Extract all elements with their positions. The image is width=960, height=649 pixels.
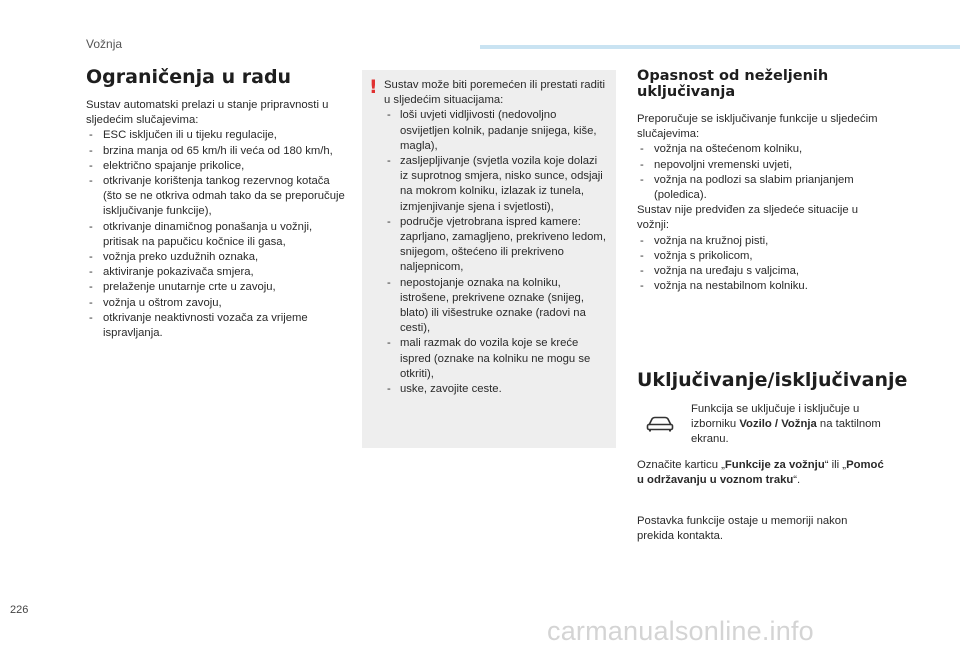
warning-intro: Sustav može biti poremećen ili prestati raditi u sljedećim situacijama: (384, 79, 606, 107)
list-item: - područje vjetrobrana ispred kamere: zaprljano, zamagljeno, prekriveno ledom, snijegom, oštećeno ili prekriveno naljepnicom, (384, 215, 608, 276)
watermark: carmanualsonline.info (547, 616, 814, 646)
list-item: - mali razmak do vozila koje se kreće ispred (oznake na kolniku ne mogu se otkriti), (384, 336, 608, 382)
menu-note-suffix: na taktilnom ekranu. (691, 418, 881, 446)
list-item: - vožnja u oštrom zavoju, (86, 296, 350, 311)
list-item: - vožnja na kružnoj pisti, (637, 234, 887, 249)
list-item: - uske, zavojite ceste. (384, 382, 608, 397)
list-item: - otkrivanje dinamičnog ponašanja u vožnji, pritisak na papučicu kočnice ili gasa, (86, 220, 350, 250)
tab-name-driving-functions: Funkcije za vožnju (724, 459, 825, 471)
tab-instruction-suffix: “. (793, 474, 801, 487)
header-bar (480, 45, 960, 49)
list-item: - vožnja na nestabilnom kolniku. (637, 279, 887, 294)
unwanted-activation-column (637, 112, 887, 294)
list-item: - vožnja preko uzdužnih oznaka, (86, 250, 350, 265)
section-title-limitations: Ograničenja u radu (86, 66, 292, 88)
menu-note-prefix: Funkcija se uključuje i isključuje u izborniku (691, 403, 860, 431)
list-item: - aktiviranje pokazivača smjera, (86, 265, 350, 280)
unwanted-list (637, 142, 887, 203)
unsupported-intro: Sustav nije predviđen za sljedeće situacije u vožnji: (637, 204, 859, 232)
list-item: - otkrivanje korištenja tankog rezervnog kotača (što se ne otkriva odmah tako da se preporučuje isključivanje funkcije), (86, 174, 350, 220)
list-item: - nepovoljni vremenski uvjeti, (637, 158, 887, 173)
section-title-unwanted-activation: Opasnost od neželjenih uključivanja (637, 68, 829, 100)
list-item: - otkrivanje neaktivnosti vozača za vrijeme ispravljanja. (86, 311, 350, 341)
warning-column (384, 78, 608, 397)
list-item: - električno spajanje prikolice, (86, 159, 350, 174)
tab-name-lane-keeping: Pomoć u održavanju u voznom traku (637, 459, 884, 487)
list-item: - nepostojanje oznaka na kolniku, istrošene, prekrivene oznake (snijeg, blato) ili višestruke oznake (radovi na cesti), (384, 276, 608, 337)
list-item: - zasljepljivanje (svjetla vozila koje dolazi iz suprotnog smjera, nisko sunce, odsjaji na mokrom kolniku, izlazak iz tunela, izmjenjivanje sjena i svjetlosti), (384, 154, 608, 215)
unwanted-intro: Preporučuje se isključivanje funkcije u sljedećim slučajevima: (637, 113, 878, 141)
list-item: - vožnja na uređaju s valjcima, (637, 264, 887, 279)
limitations-list (86, 128, 350, 341)
limitations-column (86, 98, 350, 341)
limitations-intro: Sustav automatski prelazi u stanje pripravnosti u sljedećim slučajevima: (86, 99, 329, 127)
list-item: - prelaženje unutarnje crte u zavoju, (86, 280, 350, 295)
tab-instruction-prefix: Označite karticu „ (637, 459, 725, 471)
list-item: - loši uvjeti vidljivosti (nedovoljno osvijetljen kolnik, padanje snijega, kiše, magla), (384, 108, 608, 154)
car-icon (646, 416, 674, 432)
warning-list (384, 108, 608, 397)
list-item: - ESC isključen ili u tijeku regulacije, (86, 128, 350, 143)
menu-note (691, 402, 881, 448)
tab-instruction (637, 458, 887, 488)
menu-path: Vozilo / Vožnja (739, 418, 817, 431)
page-number: 226 (10, 604, 29, 616)
unsupported-list (637, 234, 887, 295)
tab-instruction-mid: “ ili „ (824, 459, 847, 471)
list-item: - vožnja na oštećenom kolniku, (637, 142, 887, 157)
list-item: - vožnja na podlozi sa slabim prianjanjem (poledica). (637, 173, 887, 203)
memory-note: Postavka funkcije ostaje u memoriji nakon prekida kontakta. (637, 515, 848, 543)
section-title-on-off: Uključivanje/isključivanje (637, 369, 908, 391)
header-title: Vožnja (86, 37, 123, 51)
list-item: - vožnja s prikolicom, (637, 249, 887, 264)
list-item: - brzina manja od 65 km/h ili veća od 180 km/h, (86, 144, 350, 159)
exclamation-icon: ! (369, 76, 378, 98)
